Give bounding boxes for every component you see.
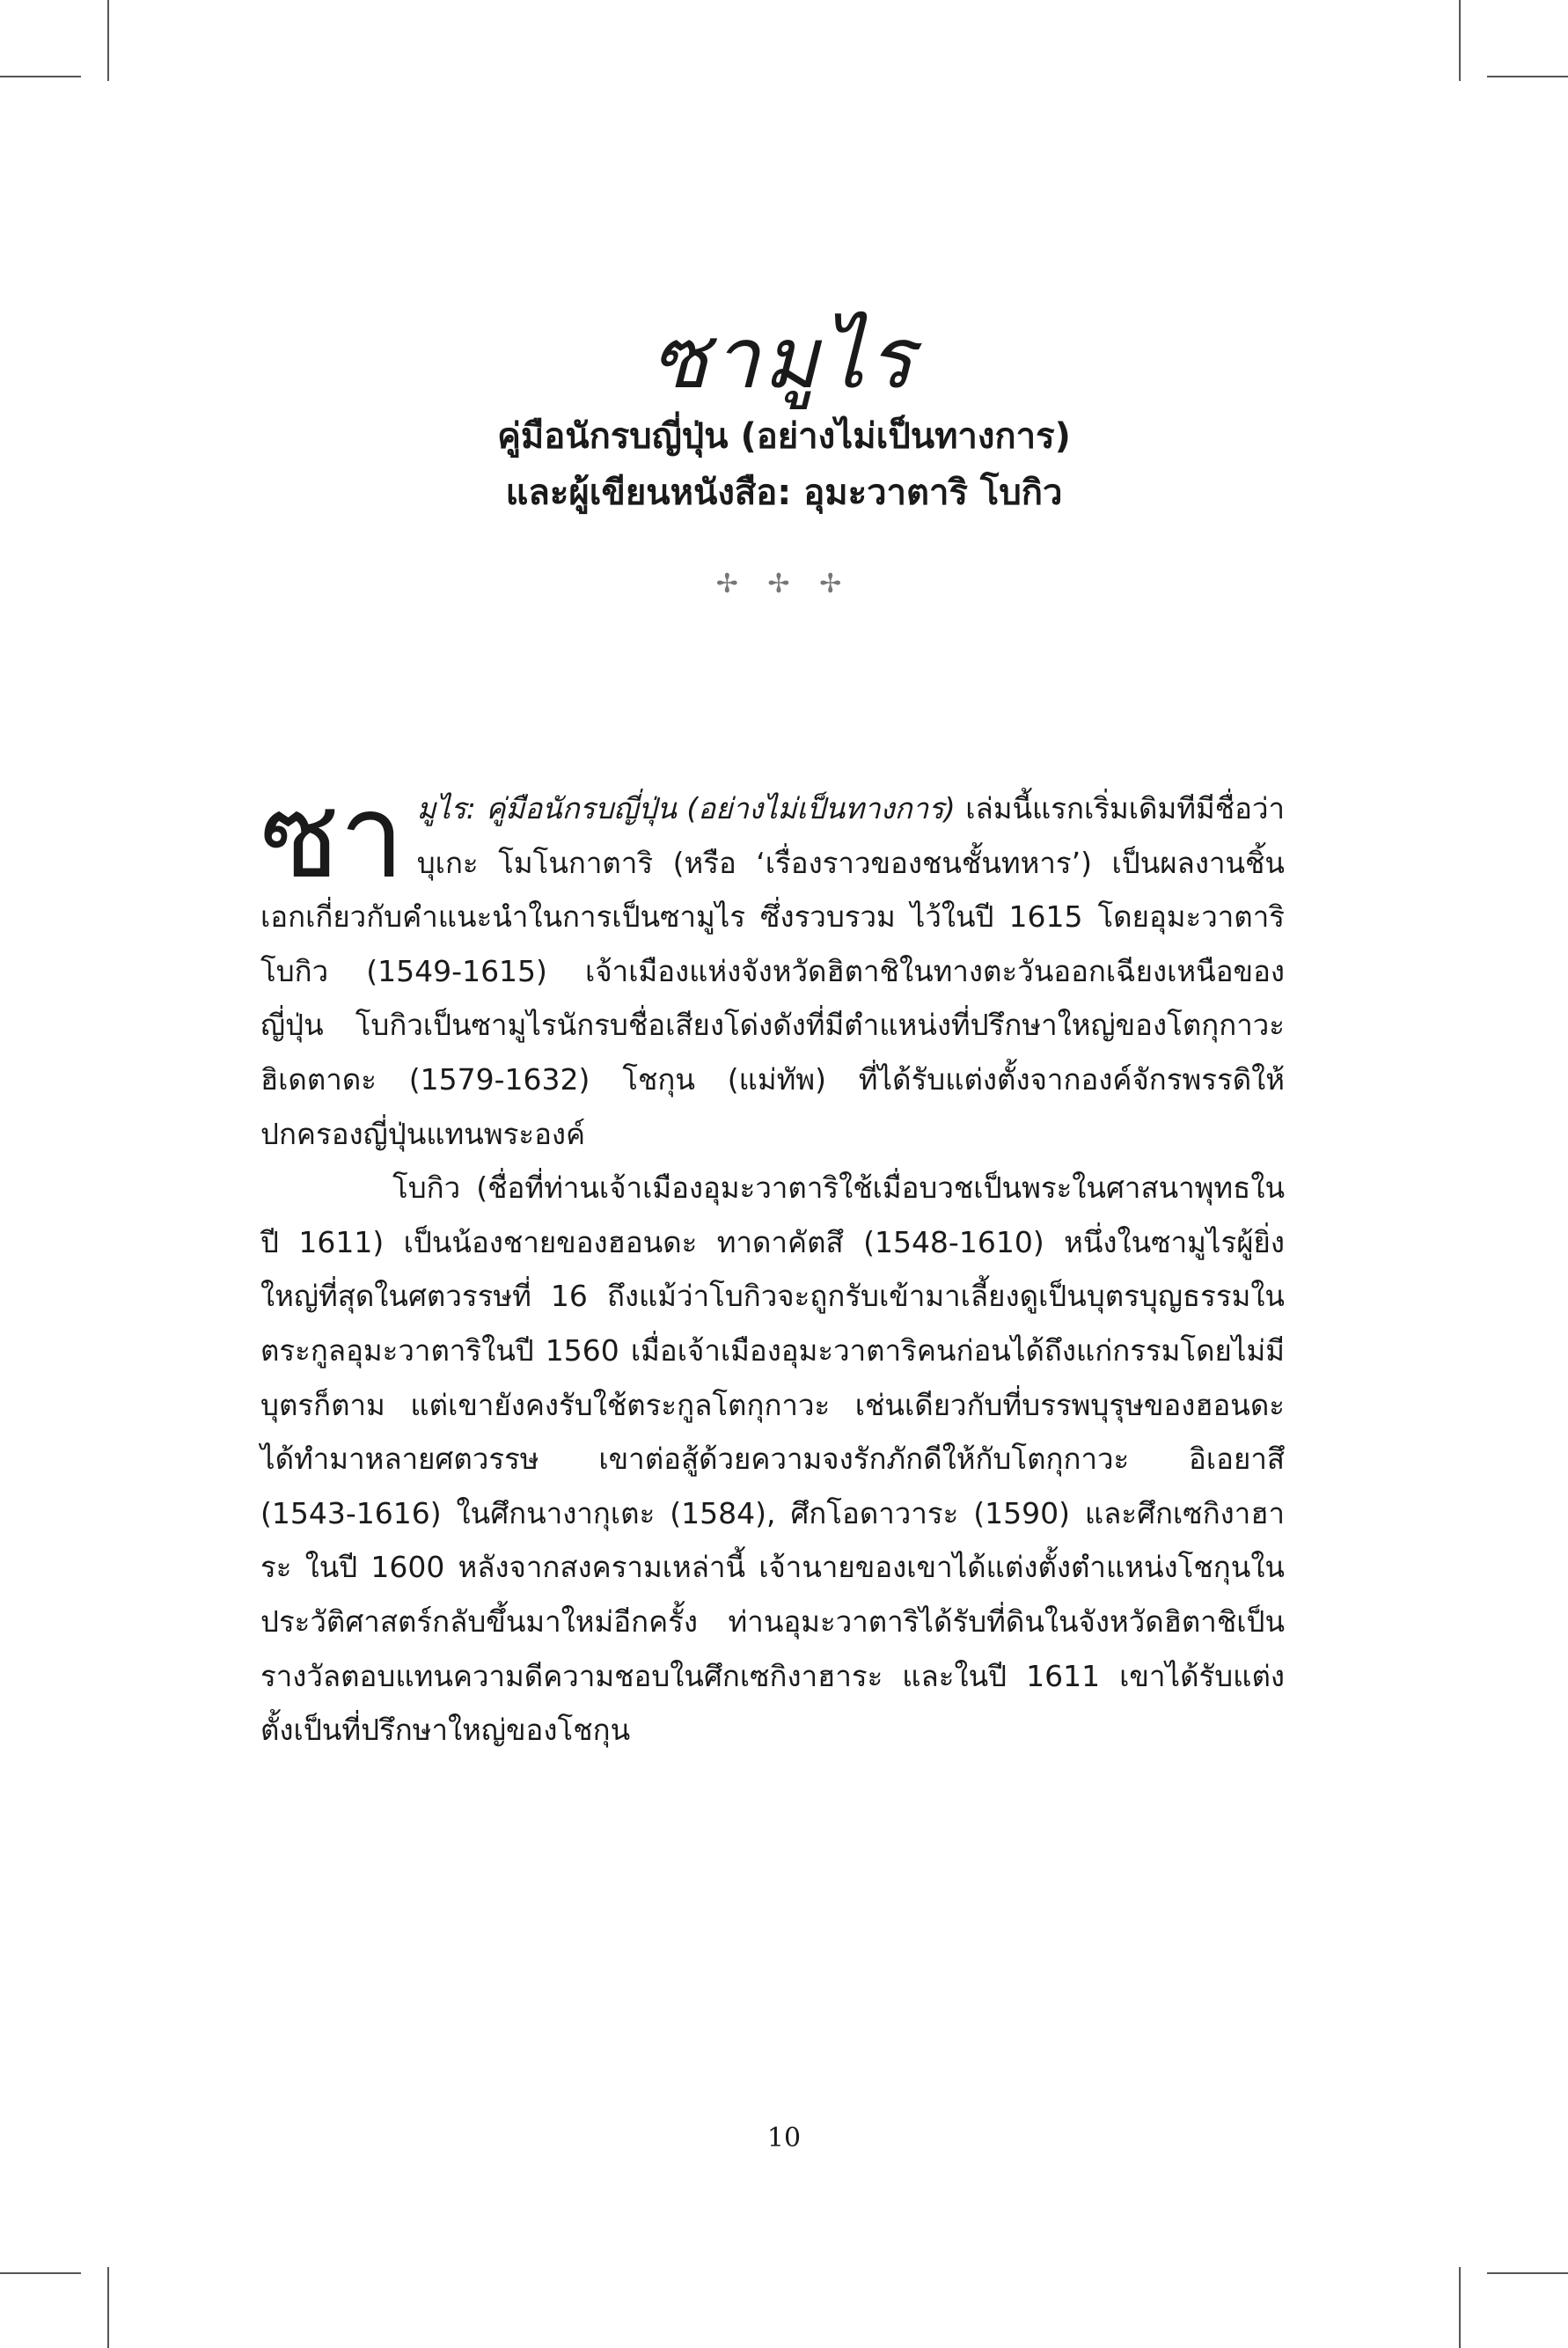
crop-mark-top-right-vertical xyxy=(1459,0,1461,81)
paragraph-1-text: เล่มนี้แรกเริ่มเดิมทีมีชื่อว่า บุเกะ โมโนกาตาริ (หรือ ‘เรื่องราวของชนชั้นทหาร’) เป็นผลงานชิ้นเอกเกี่ยวกับคำแนะนำในการเป็นซามูไร ซึ่งรวบรวม ไว้ในปี 1615 โดยอุมะวาตาริ โบกิว (1549-1615) เจ้าเมืองแห่งจังหวัดฮิตาชิในทางตะวันออกเฉียงเหนือของญี่ปุ่น โบกิวเป็นซามูไรนักรบชื่อเสียงโด่งดังที่มีตำแหน่งที่ปรึกษาใหญ่ของโตกุกาวะ ฮิเดตาดะ (1579-1632) โชกุน (แม่ทัพ) ที่ได้รับแต่งตั้งจากองค์จักรพรรดิให้ปกครองญี่ปุ่นแทนพระองค์ xyxy=(260,791,1286,1151)
drop-cap: ซา xyxy=(260,769,405,905)
crop-mark-bottom-right-horizontal xyxy=(1487,2272,1568,2274)
chapter-subtitle-line-1: คู่มือนักรบญี่ปุ่น (อย่างไม่เป็นทางการ) xyxy=(497,416,1071,457)
crop-mark-bottom-right-vertical xyxy=(1459,2267,1461,2348)
body-text xyxy=(260,769,1286,1757)
crop-mark-bottom-left-horizontal xyxy=(0,2272,81,2274)
chapter-script-title: ซามูไร xyxy=(650,309,918,407)
crop-mark-top-left-horizontal xyxy=(0,76,81,77)
crop-mark-top-left-vertical xyxy=(107,0,109,81)
crop-mark-bottom-left-vertical xyxy=(107,2267,109,2348)
paragraph-1 xyxy=(260,769,1286,1161)
book-title-italic: มูไร: คู่มือนักรบญี่ปุ่น (อย่างไม่เป็นทางการ) xyxy=(416,791,956,825)
page-number: 10 xyxy=(766,2123,802,2154)
section-ornament: ✢ ✢ ✢ xyxy=(715,569,853,599)
paragraph-2: โบกิว (ชื่อที่ท่านเจ้าเมืองอุมะวาตาริใช้เมื่อบวชเป็นพระในศาสนาพุทธในปี 1611) เป็นน้องชายของฮอนดะ ทาดาคัตสึ (1548-1610) หนึ่งในซามูไรผู้ยิ่งใหญ่ที่สุดในศตวรรษที่ 16 ถึงแม้ว่าโบกิวจะถูกรับเข้ามาเลี้ยงดูเป็นบุตรบุญธรรมในตระกูลอุมะวาตาริในปี 1560 เมื่อเจ้าเมืองอุมะวาตาริคนก่อนได้ถึงแก่กรรมโดยไม่มีบุตรก็ตาม แต่เขายังคงรับใช้ตระกูลโตกุกาวะ เช่นเดียวกับที่บรรพบุรุษของฮอนดะได้ทำมาหลายศตวรรษ เขาต่อสู้ด้วยความจงรักภักดีให้กับโตกุกาวะ อิเอยาสึ (1543-1616) ในศึกนางากุเตะ (1584), ศึกโอดาวาระ (1590) และศึกเซกิงาฮาระ ในปี 1600 หลังจากสงครามเหล่านี้ เจ้านายของเขาได้แต่งตั้งตำแหน่งโชกุนในประวัติศาสตร์กลับขึ้นมาใหม่อีกครั้ง ท่านอุมะวาตาริได้รับที่ดินในจังหวัดฮิตาชิเป็นรางวัลตอบแทนความดีความชอบในศึกเซกิงาฮาระ และในปี 1611 เขาได้รับแต่งตั้งเป็นที่ปรึกษาใหญ่ของโชกุน xyxy=(260,1170,1285,1748)
chapter-subtitle-line-2: และผู้เขียนหนังสือ: อุมะวาตาริ โบกิว xyxy=(505,473,1063,513)
crop-mark-top-right-horizontal xyxy=(1487,76,1568,77)
